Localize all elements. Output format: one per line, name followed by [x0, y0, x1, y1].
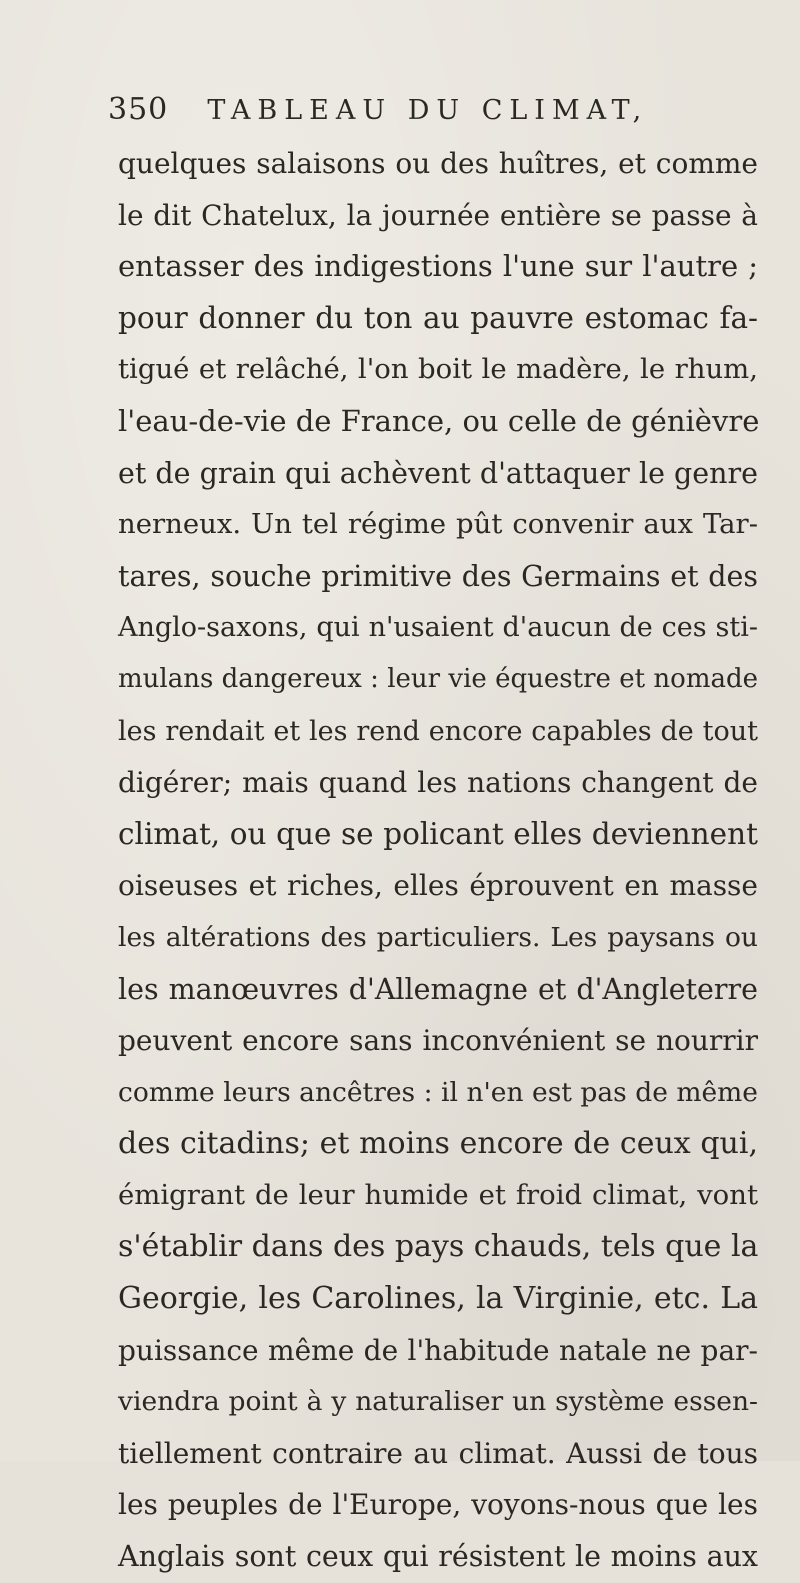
text-line: tiellement contraire au climat. Aussi de tous: [118, 1436, 758, 1470]
text-line: et de grain qui achèvent d'attaquer le genre: [118, 456, 758, 490]
text-line: quelques salaisons ou des huîtres, et comme: [118, 147, 758, 180]
text-line: les altérations des particuliers. Les paysans ou: [118, 921, 758, 953]
body-text: [118, 138, 758, 1583]
text-line: Anglais sont ceux qui résistent le moins aux: [118, 1540, 758, 1574]
text-line: des citadins; et moins encore de ceux qui,: [118, 1126, 758, 1162]
text-line: digérer; mais quand les nations changent de: [118, 766, 758, 800]
text-line: puissance même de l'habitude natale ne par-: [118, 1333, 758, 1367]
text-line: Georgie, les Carolines, la Virginie, etc. La: [118, 1281, 758, 1317]
text-line: Anglo-saxons, qui n'usaient d'aucun de ces sti-: [118, 612, 758, 644]
text-line: tigué et relâché, l'on boit le madère, le rhum,: [118, 353, 758, 386]
text-line: oiseuses et riches, elles éprouvent en masse: [118, 869, 758, 903]
text-line: le dit Chatelux, la journée entière se passe à: [118, 198, 758, 232]
text-line: les peuples de l'Europe, voyons-nous que les: [118, 1488, 758, 1522]
text-line: émigrant de leur humide et froid climat, vont: [118, 1178, 758, 1211]
text-line: pour donner du ton au pauvre estomac fa-: [118, 300, 758, 335]
text-line: peuvent encore sans inconvénient se nourrir: [118, 1024, 758, 1058]
page-number: 350: [108, 92, 169, 127]
running-title: TABLEAU DU CLIMAT,: [207, 95, 649, 126]
page-header: [108, 92, 728, 132]
text-line: les rendait et les rend encore capables de tout: [118, 715, 758, 747]
text-line: nerneux. Un tel régime pût convenir aux Tar-: [118, 508, 758, 541]
text-line: tares, souche primitive des Germains et des: [118, 559, 758, 593]
text-line: l'eau-de-vie de France, ou celle de génièvre: [118, 403, 760, 438]
text-line: s'établir dans des pays chauds, tels que la: [118, 1229, 759, 1265]
text-line: mulans dangereux : leur vie équestre et nomade: [118, 663, 758, 694]
text-line: climat, ou que se policant elles deviennent: [118, 816, 758, 851]
text-line: entasser des indigestions l'une sur l'autre ;: [118, 249, 758, 284]
text-line: comme leurs ancêtres : il n'en est pas de même: [118, 1076, 758, 1108]
text-line: les manœuvres d'Allemagne et d'Angleterre: [118, 972, 758, 1006]
text-line: viendra point à y naturaliser un système essen-: [118, 1386, 758, 1418]
